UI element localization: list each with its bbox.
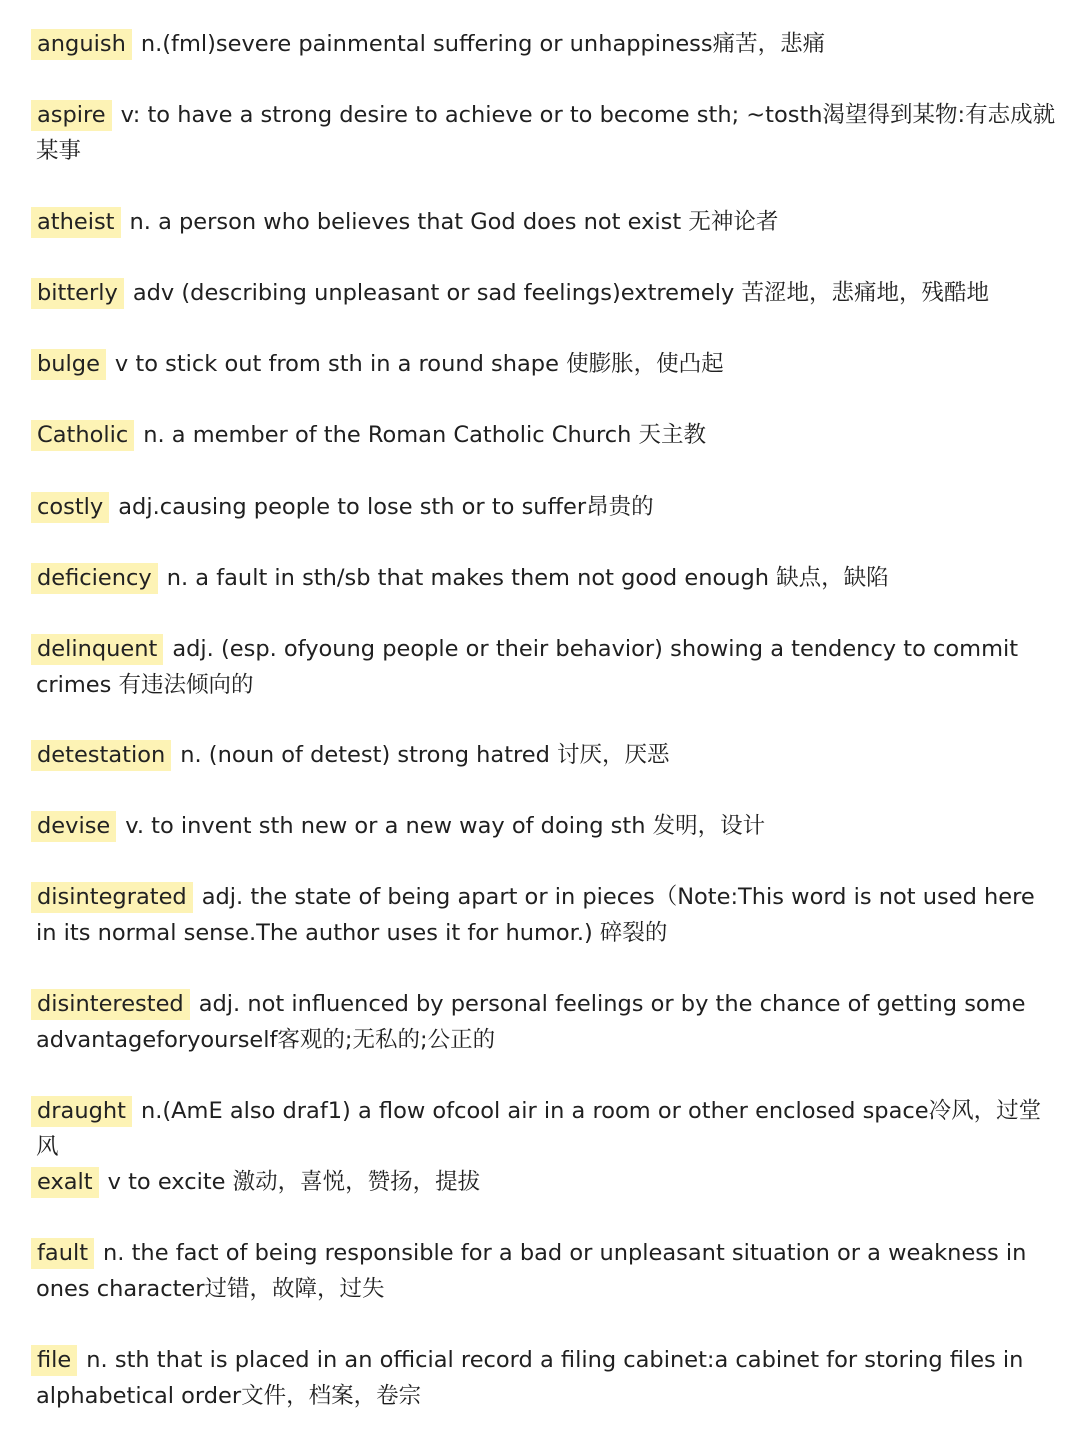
list-item — [36, 880, 1058, 951]
list-item — [36, 1343, 1058, 1414]
list-item — [36, 347, 1058, 383]
list-item — [36, 418, 1058, 454]
list-item — [36, 1165, 1058, 1201]
list-item — [36, 561, 1058, 597]
entry-term: devise — [31, 811, 116, 842]
list-item — [36, 27, 1058, 63]
entry-definition: v to excite 激动，喜悦，赞扬，提拔 — [107, 1169, 481, 1195]
entry-term: anguish — [31, 29, 132, 60]
entry-definition: n. a member of the Roman Catholic Church 天主教 — [143, 422, 707, 448]
entry-definition: n. a fault in sth/sb that makes them not good enough 缺点，缺陷 — [166, 565, 889, 591]
entry-term: detestation — [31, 740, 171, 771]
entry-definition: adj. (esp. ofyoung people or their behavior) showing a tendency to commit crimes 有违法倾向的 — [36, 636, 1019, 698]
entry-term: Catholic — [31, 420, 134, 451]
entry-term: disinterested — [31, 989, 190, 1020]
entry-definition: adv (describing unpleasant or sad feelings)extremely 苦涩地，悲痛地，残酷地 — [132, 280, 989, 306]
list-item — [36, 205, 1058, 241]
entry-term: draught — [31, 1096, 132, 1127]
entry-definition: n. a person who believes that God does not exist 无神论者 — [129, 209, 779, 235]
entry-definition: n. the fact of being responsible for a bad or unpleasant situation or a weakness in ones character过错，故障，过失 — [36, 1240, 1027, 1302]
entry-term: exalt — [31, 1167, 99, 1198]
entry-definition: adj.causing people to lose sth or to suffer昂贵的 — [118, 494, 654, 520]
list-item — [36, 276, 1058, 312]
entry-term: bulge — [31, 349, 106, 380]
list-item — [36, 632, 1058, 703]
entry-definition: n.(AmE also draf1) a flow ofcool air in a room or other enclosed space冷风，过堂风 — [36, 1098, 1042, 1160]
entry-definition: n. sth that is placed in an official record a filing cabinet:a cabinet for storing files in alphabetical order文件，档案，卷宗 — [36, 1347, 1024, 1409]
entry-term: bitterly — [31, 278, 124, 309]
list-item — [36, 809, 1058, 845]
entry-term: disintegrated — [31, 882, 193, 913]
entry-definition: n.(fml)severe painmental suffering or unhappiness痛苦，悲痛 — [140, 31, 826, 57]
entry-definition: n. (noun of detest) strong hatred 讨厌，厌恶 — [180, 742, 670, 768]
entry-definition: v. to invent sth new or a new way of doing sth 发明，设计 — [125, 813, 766, 839]
entry-term: deficiency — [31, 563, 158, 594]
entry-term: delinquent — [31, 634, 163, 665]
list-item — [36, 738, 1058, 774]
list-item — [36, 1094, 1058, 1165]
entry-definition: adj. the state of being apart or in pieces（Note:This word is not used here in its normal sense.The author uses it for humor.) 碎裂的 — [36, 884, 1035, 946]
entry-definition: adj. not influenced by personal feelings or by the chance of getting some advantageforyourself客观的;无私的;公正的 — [36, 991, 1026, 1053]
list-item — [36, 490, 1058, 526]
entry-term: atheist — [31, 207, 121, 238]
entry-term: file — [31, 1345, 77, 1376]
list-item — [36, 98, 1058, 169]
entry-definition: v: to have a strong desire to achieve or to become sth; ~tosth渴望得到某物:有志成就某事 — [36, 102, 1056, 164]
entry-term: fault — [31, 1238, 94, 1269]
entry-term: costly — [31, 492, 109, 523]
list-item — [36, 1236, 1058, 1307]
entry-definition: v to stick out from sth in a round shape 使膨胀，使凸起 — [114, 351, 724, 377]
list-item — [36, 987, 1058, 1058]
entry-term: aspire — [31, 100, 112, 131]
